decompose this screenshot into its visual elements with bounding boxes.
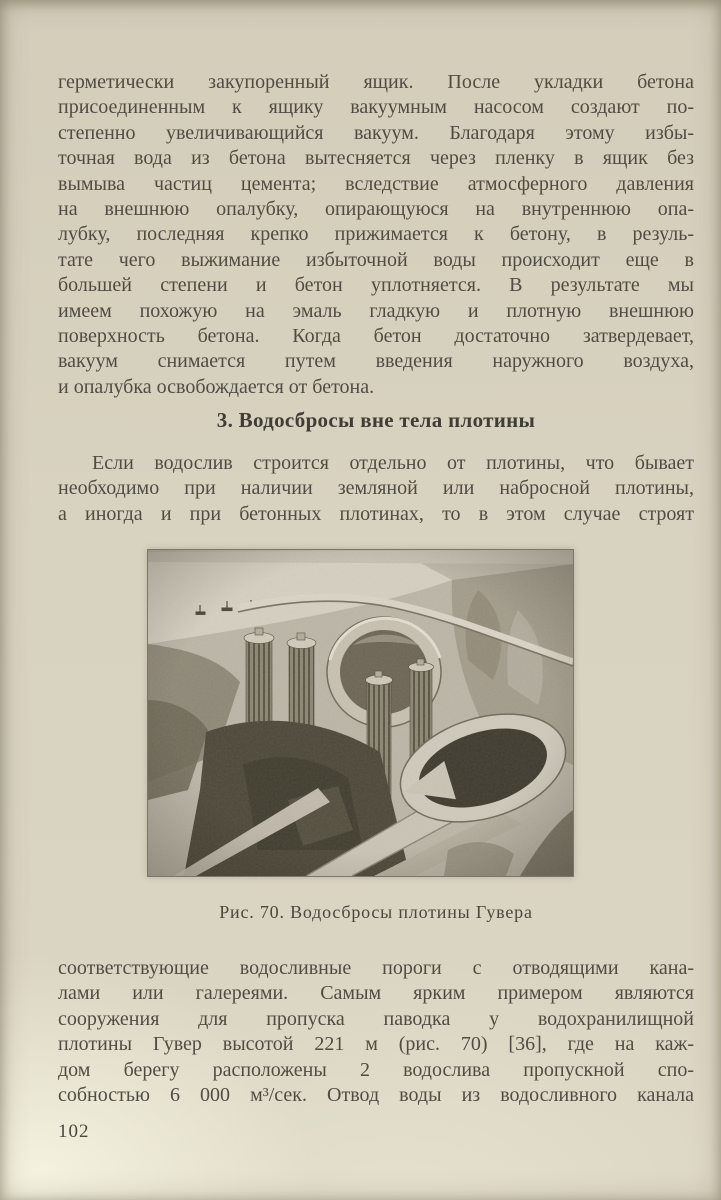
text-line: имеем похожую на эмаль гладкую и плотную внешнюю: [58, 299, 694, 322]
text-line: лубку, последняя крепко прижимается к бетону, в резуль-: [58, 223, 694, 246]
paragraph-spillway-intro: [58, 451, 694, 527]
text-line: точная вода из бетона вытесняется через пленку в ящик без: [58, 147, 694, 170]
text-line: тате чего выжимание избыточной воды происходит еще в: [58, 248, 694, 271]
text-line: Если водослив строится отдельно от плотины, что бывает: [92, 451, 694, 474]
text-line: герметически закупоренный ящик. После укладки бетона: [58, 71, 694, 93]
figure-70-photo: [147, 549, 574, 877]
text-line: лами или галереями. Самым ярким примером являются: [58, 982, 694, 1005]
text-line: соответствующие водосливные пороги с отводящими кана-: [58, 956, 694, 979]
paragraph-vacuum-concrete: [58, 70, 694, 400]
text-line: дом берегу расположены 2 водослива пропускной спо-: [58, 1058, 694, 1081]
hoover-dam-photo: [148, 550, 573, 876]
text-line: поверхность бетона. Когда бетон достаточно затвердевает,: [58, 325, 694, 348]
text-line: на внешнюю опалубку, опирающуюся на внутреннюю опа-: [58, 198, 694, 221]
text-line: присоединенным к ящику вакуумным насосом создают по-: [58, 96, 694, 119]
figure-caption: Рис. 70. Водосбросы плотины Гувера: [219, 901, 533, 922]
section-heading: 3. Водосбросы вне тела плотины: [216, 408, 536, 433]
text-line: большей степени и бетон уплотняется. В результате мы: [58, 274, 694, 297]
page-number: 102: [58, 1121, 90, 1143]
text-line: вымыва частиц цемента; вследствие атмосферного давления: [58, 172, 694, 195]
text-line: собностью 6 000 м³/сек. Отвод воды из водосливного канала: [58, 1083, 694, 1106]
text-line: плотины Гувер высотой 221 м (рис. 70) [36], где на каж-: [58, 1033, 694, 1056]
text-line: вакуум снимается путем введения наружного воздуха,: [58, 350, 694, 373]
text-line: необходимо при наличии земляной или набросной плотины,: [58, 477, 694, 500]
paragraph-hoover-dam: [58, 956, 694, 1108]
photo-vignette: [148, 550, 573, 876]
page-content: [58, 70, 694, 1143]
text-line: и опалубка освобождается от бетона.: [58, 375, 375, 398]
text-line: сооружения для пропуска паводка у водохранилищной: [58, 1007, 694, 1030]
text-line: степенно увеличивающийся вакуум. Благодаря этому избы-: [58, 121, 694, 144]
text-line: а иногда и при бетонных плотинах, то в этом случае строят: [58, 502, 694, 525]
